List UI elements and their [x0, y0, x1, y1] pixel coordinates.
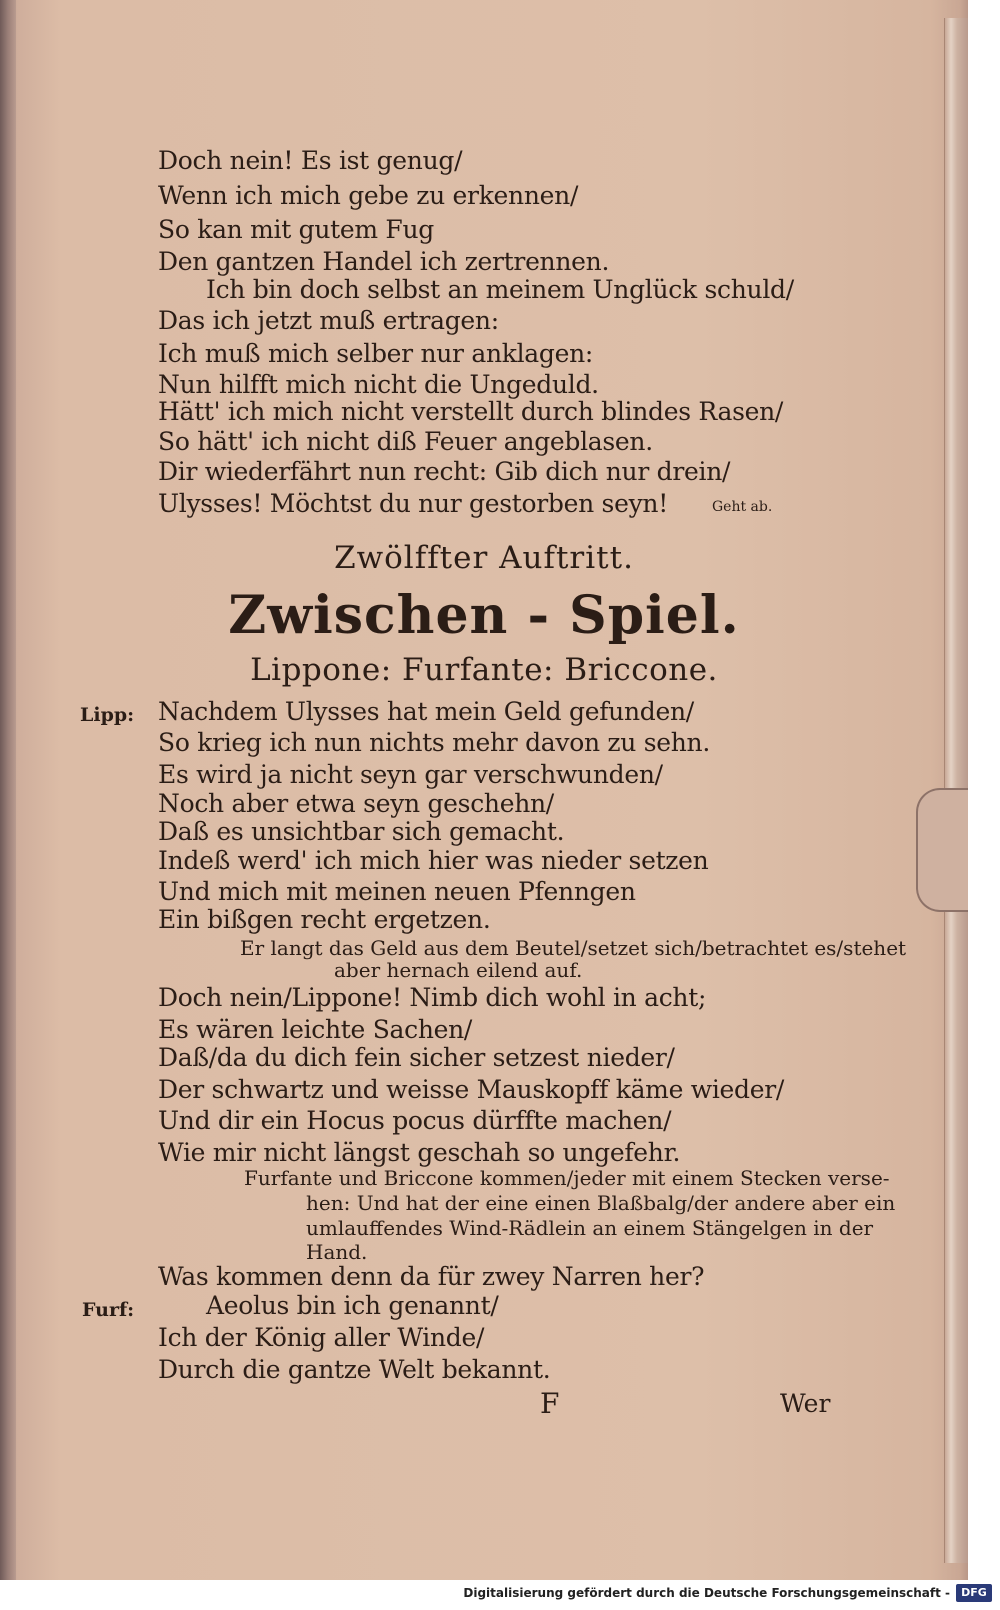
poem-line: Hätt' ich mich nicht verstellt durch blindes Rasen/ — [158, 397, 784, 426]
dialogue-line: Durch die gantze Welt bekannt. — [158, 1355, 551, 1384]
dialogue-line: Doch nein/Lippone! Nimb dich wohl in acht; — [158, 983, 707, 1012]
characters-heading: Lippone: Furfante: Briccone. — [250, 652, 718, 688]
exit-note: Geht ab. — [712, 499, 773, 515]
poem-line: Ich bin doch selbst an meinem Unglück schuld/ — [206, 275, 794, 304]
dialogue-line: Aeolus bin ich genannt/ — [206, 1291, 499, 1320]
dialogue-line: Wie mir nicht längst geschah so ungefehr. — [158, 1138, 681, 1167]
poem-line: Das ich jetzt muß ertragen: — [158, 306, 499, 335]
dialogue-line: Daß es unsichtbar sich gemacht. — [158, 817, 565, 846]
dialogue-line: Der schwartz und weisse Mauskopff käme wieder/ — [158, 1075, 784, 1104]
interlude-heading: Zwischen - Spiel. — [228, 585, 740, 646]
poem-line: Ich muß mich selber nur anklagen: — [158, 339, 594, 368]
dialogue-line: Es wären leichte Sachen/ — [158, 1015, 473, 1044]
dialogue-line: Nachdem Ulysses hat mein Geld gefunden/ — [158, 697, 694, 726]
poem-line: Ulysses! Möchtst du nur gestorben seyn! — [158, 489, 668, 518]
poem-line: So kan mit gutem Fug — [158, 215, 434, 244]
dialogue-line: So krieg ich nun nichts mehr davon zu sehn. — [158, 728, 711, 757]
stage-direction: umlauffendes Wind-Rädlein an einem Stängelgen in der — [306, 1216, 874, 1240]
stage-direction: Furfante und Briccone kommen/jeder mit einem Stecken verse- — [244, 1166, 890, 1190]
dialogue-line: Ich der König aller Winde/ — [158, 1323, 485, 1352]
footer-credit: Digitalisierung gefördert durch die Deutsche Forschungsgemeinschaft - — [463, 1586, 950, 1600]
speaker-label: Lipp: — [80, 704, 135, 726]
dialogue-line: Indeß werd' ich mich hier was nieder setzen — [158, 846, 709, 875]
catchword: Wer — [780, 1389, 831, 1418]
stage-direction: aber hernach eilend auf. — [334, 958, 583, 982]
book-spine — [0, 0, 16, 1580]
dialogue-line: Und dir ein Hocus pocus dürffte machen/ — [158, 1106, 672, 1135]
stage-direction: Hand. — [306, 1240, 368, 1264]
poem-line: Den gantzen Handel ich zertrennen. — [158, 247, 610, 276]
poem-line: Nun hilfft mich nicht die Ungeduld. — [158, 370, 599, 399]
dialogue-line: Ein bißgen recht ergetzen. — [158, 905, 491, 934]
poem-line: Dir wiederfährt nun recht: Gib dich nur drein/ — [158, 457, 731, 486]
dialogue-line: Es wird ja nicht seyn gar verschwunden/ — [158, 760, 663, 789]
scene-heading: Zwölffter Auftritt. — [334, 540, 634, 576]
page-tab — [916, 788, 968, 912]
stage-direction: hen: Und hat der eine einen Blaßbalg/der andere aber ein — [306, 1191, 896, 1215]
dialogue-line: Noch aber etwa seyn geschehn/ — [158, 789, 554, 818]
dialogue-line: Was kommen denn da für zwey Narren her? — [158, 1262, 705, 1291]
speaker-label: Furf: — [82, 1299, 135, 1321]
signature-mark: F — [540, 1387, 560, 1420]
dfg-logo: DFG — [956, 1584, 992, 1602]
dialogue-line: Daß/da du dich fein sicher setzest nieder/ — [158, 1043, 675, 1072]
poem-line: Wenn ich mich gebe zu erkennen/ — [158, 181, 579, 210]
poem-line: Doch nein! Es ist genug/ — [158, 146, 463, 175]
poem-line: So hätt' ich nicht diß Feuer angeblasen. — [158, 427, 653, 456]
footer-bar — [0, 1580, 1000, 1610]
dialogue-line: Und mich mit meinen neuen Pfenngen — [158, 877, 636, 906]
stage-direction: Er langt das Geld aus dem Beutel/setzet sich/betrachtet es/stehet — [240, 936, 907, 960]
